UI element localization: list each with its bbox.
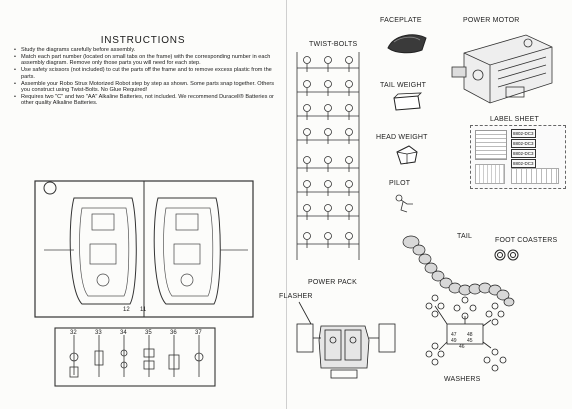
label-sheet-stickers bbox=[511, 168, 559, 184]
faceplate-label: FACEPLATE bbox=[380, 17, 422, 24]
small-parts-frame-diagram bbox=[54, 327, 216, 387]
instruction-list bbox=[14, 47, 276, 107]
tail-weight-label: TAIL WEIGHT bbox=[380, 82, 427, 89]
power-pack-label: POWER PACK bbox=[308, 279, 357, 286]
faceplate-diagram bbox=[384, 30, 430, 56]
label-code: 8802-DC3 bbox=[513, 151, 534, 156]
twist-bolts-label: TWIST-BOLTS bbox=[309, 41, 358, 48]
label-sheet bbox=[470, 125, 566, 189]
pilot-diagram bbox=[391, 192, 417, 214]
pilot-label: PILOT bbox=[389, 180, 411, 187]
frame-number: 32 bbox=[70, 330, 77, 336]
instruction-step: • Study the diagrams carefully before assembly. bbox=[14, 47, 276, 53]
label-sheet-stickers bbox=[475, 164, 505, 184]
tail-label: TAIL bbox=[457, 233, 473, 240]
instruction-step: • Requires two "C" and two "AA" Alkaline Batteries, not included. We recommend Duracell® Batteries or other quality Alkaline Batteries. bbox=[14, 94, 276, 107]
instruction-step: • Match each part number (located on small tabs on the frame) with the corresponding number in each assembly diagram. Remove only those parts you will need for each step. bbox=[14, 54, 276, 67]
frame-number: 34 bbox=[120, 330, 127, 336]
power-motor-diagram bbox=[448, 27, 558, 109]
foot-coasters-diagram bbox=[493, 248, 521, 262]
twist-bolts-diagram bbox=[293, 50, 363, 270]
washer-number: 49 bbox=[451, 338, 457, 344]
head-weight-diagram bbox=[393, 144, 419, 166]
right-page bbox=[279, 0, 572, 409]
washer-number: 46 bbox=[459, 344, 465, 350]
parts-frame-diagram bbox=[34, 180, 254, 318]
label-code: 8802-DC3 bbox=[513, 131, 534, 136]
frame-number: 33 bbox=[95, 330, 102, 336]
label-sheet-label: LABEL SHEET bbox=[490, 116, 540, 123]
tail-weight-diagram bbox=[390, 92, 424, 114]
washers-diagram bbox=[419, 294, 509, 374]
label-sheet-stickers bbox=[475, 130, 507, 160]
frame-number: 11 bbox=[140, 307, 147, 313]
power-pack-diagram bbox=[291, 300, 401, 384]
power-motor-label: POWER MOTOR bbox=[463, 17, 520, 24]
washer-number: 47 bbox=[451, 332, 457, 338]
frame-number: 36 bbox=[170, 330, 177, 336]
head-weight-label: HEAD WEIGHT bbox=[376, 134, 428, 141]
instruction-step: • Assemble your Robo Strux Motorized Robot step by step as shown. Some parts snap together. Others you construct using Twist-Bolts. No Glue Required! bbox=[14, 81, 276, 94]
frame-number: 12 bbox=[123, 307, 130, 313]
foot-coasters-label: FOOT COASTERS bbox=[495, 237, 558, 244]
flasher-label: FLASHER bbox=[279, 293, 313, 300]
label-code: 8802-DC3 bbox=[513, 141, 534, 146]
frame-number: 37 bbox=[195, 330, 202, 336]
instruction-step: • Use safety scissors (not included) to cut the parts off the frame and to remove excess plastic from the parts. bbox=[14, 67, 276, 80]
instructions-title: INSTRUCTIONS bbox=[100, 35, 186, 46]
washer-number: 48 bbox=[467, 332, 473, 338]
frame-number: 35 bbox=[145, 330, 152, 336]
washer-number: 45 bbox=[467, 338, 473, 344]
label-code: 8802-DC3 bbox=[513, 161, 534, 166]
washers-label: WASHERS bbox=[444, 376, 481, 383]
